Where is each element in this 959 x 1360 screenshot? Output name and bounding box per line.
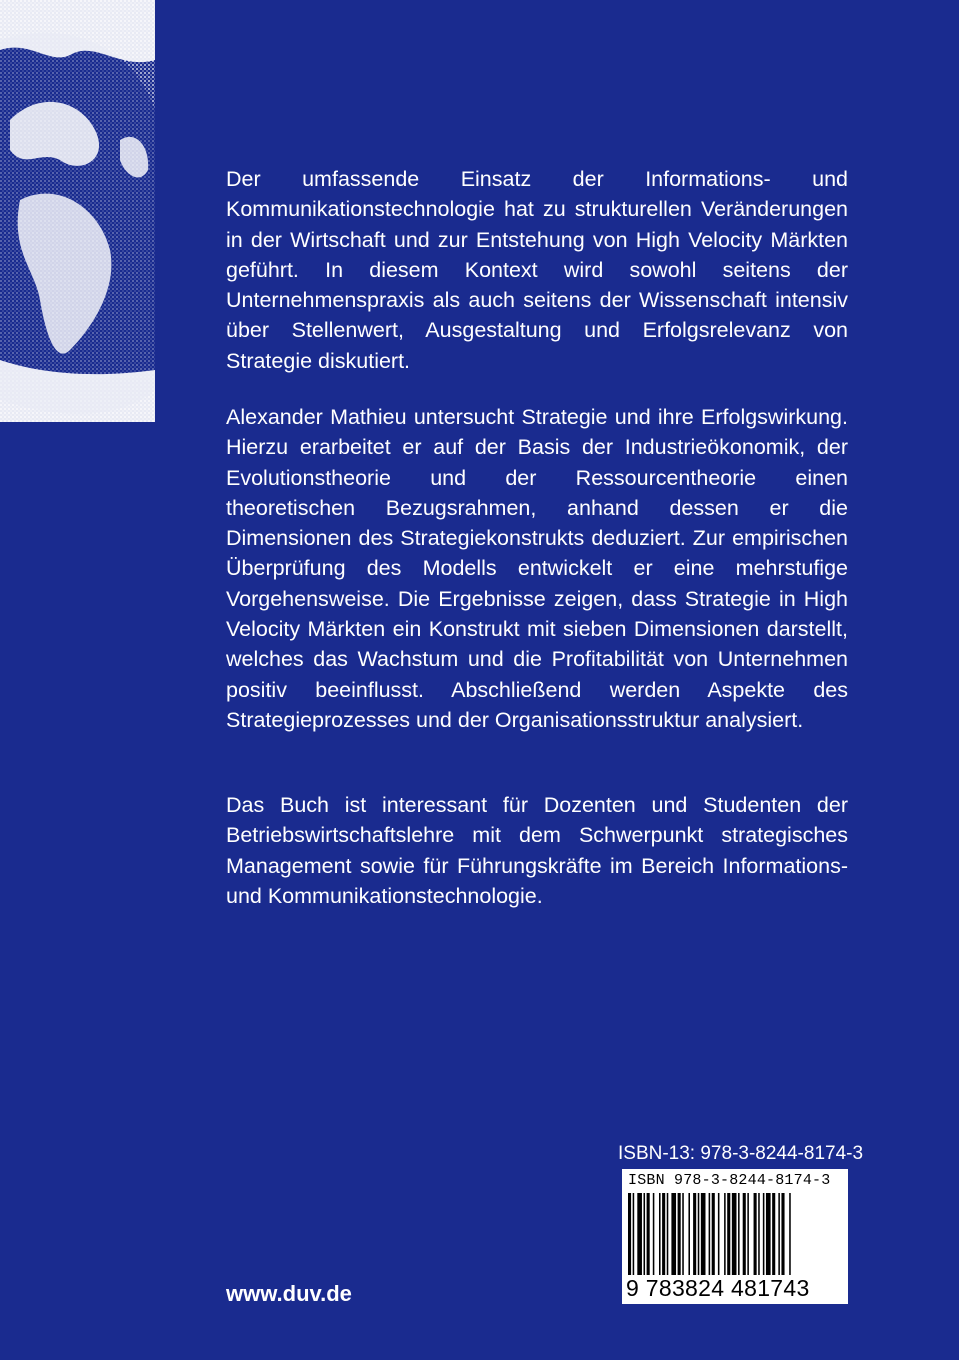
barcode-bar (688, 1193, 690, 1275)
barcode-bar (667, 1193, 669, 1275)
website-url: www.duv.de (226, 1281, 352, 1306)
barcode-bar (693, 1193, 696, 1275)
barcode-bar (653, 1193, 655, 1275)
barcode-bar (727, 1193, 730, 1275)
description-paragraph-3: Das Buch ist interessant für Dozenten und Studenten der Betriebswirtschaftslehre mit dem Schwerpunkt strategisches Management sowie für Führungskräfte im Bereich Informations- und Kommunikationstechnologie. (226, 793, 848, 908)
description-paragraph-1: Der umfassende Einsatz der Informations- und Kommunikationstechnologie hat zu strukturellen Veränderungen in der Wirtschaft und zur Entstehung von High Velocity Märkten geführt. In diesem Kontext wird sowohl seitens der Unternehmenspraxis als auch seitens der Wissenschaft intensiv über Stellenwert, Ausgestaltung und Erfolgsrelevanz von Strategie diskutiert. (226, 167, 848, 373)
barcode-bars-icon (628, 1193, 842, 1275)
barcode-bar (662, 1193, 665, 1275)
barcode-bar (698, 1193, 700, 1275)
barcode-bar (754, 1193, 757, 1275)
barcode-isbn-text: ISBN 978-3-8244-8174-3 (628, 1172, 831, 1189)
barcode-bar (701, 1193, 706, 1275)
isbn-label: ISBN-13: 978-3-8244-8174-3 (618, 1143, 864, 1164)
barcode-bar (633, 1193, 635, 1275)
barcode-bar (628, 1193, 631, 1275)
barcode-bar (766, 1193, 771, 1275)
barcode-bar (758, 1193, 760, 1275)
barcode-bar (789, 1193, 791, 1275)
barcode-bar (644, 1193, 646, 1275)
barcode-bar (763, 1193, 765, 1275)
barcode-bar (709, 1193, 711, 1275)
barcode-bar (738, 1193, 740, 1275)
barcode-bar (712, 1193, 715, 1275)
barcode-bar (647, 1193, 650, 1275)
barcode-bar (671, 1193, 676, 1275)
barcode-bar (747, 1193, 749, 1275)
barcode-bar (732, 1193, 737, 1275)
barcode-bar (772, 1193, 775, 1275)
barcode-bar (778, 1193, 780, 1275)
barcode-bar (659, 1193, 661, 1275)
barcode-bar (724, 1193, 726, 1275)
barcode-digits: 9 783824 481743 (626, 1275, 810, 1301)
barcode (622, 1169, 848, 1304)
barcode-bar (743, 1193, 746, 1275)
barcode-bar (718, 1193, 720, 1275)
barcode-bar (637, 1193, 642, 1275)
barcode-bar (781, 1193, 784, 1275)
globe-illustration-icon (0, 0, 155, 422)
barcode-bar (678, 1193, 681, 1275)
description-paragraph-2: Alexander Mathieu untersucht Strategie und ihre Erfolgswirkung. Hierzu erarbeitet er auf der Basis der Industrieökonomik, der Evolutionstheorie und der Ressourcentheorie einen theoretischen Bezugsrahmen, anhand dessen er die Dimensionen des Strategiekonstrukts deduziert. Zur empirischen Überprüfung des Modells entwickelt er eine mehrstufige Vorgehensweise. Die Ergebnisse zeigen, dass Strategie in High Velocity Märkten ein Konstrukt mit sieben Dimensionen darstellt, welches das Wachstum und die Profitabilität von Unternehmen positiv beeinflusst. Abschließend werden Aspekte des Strategieprozesses und der Organisationsstruktur analysiert. (226, 405, 848, 732)
barcode-bar (682, 1193, 684, 1275)
